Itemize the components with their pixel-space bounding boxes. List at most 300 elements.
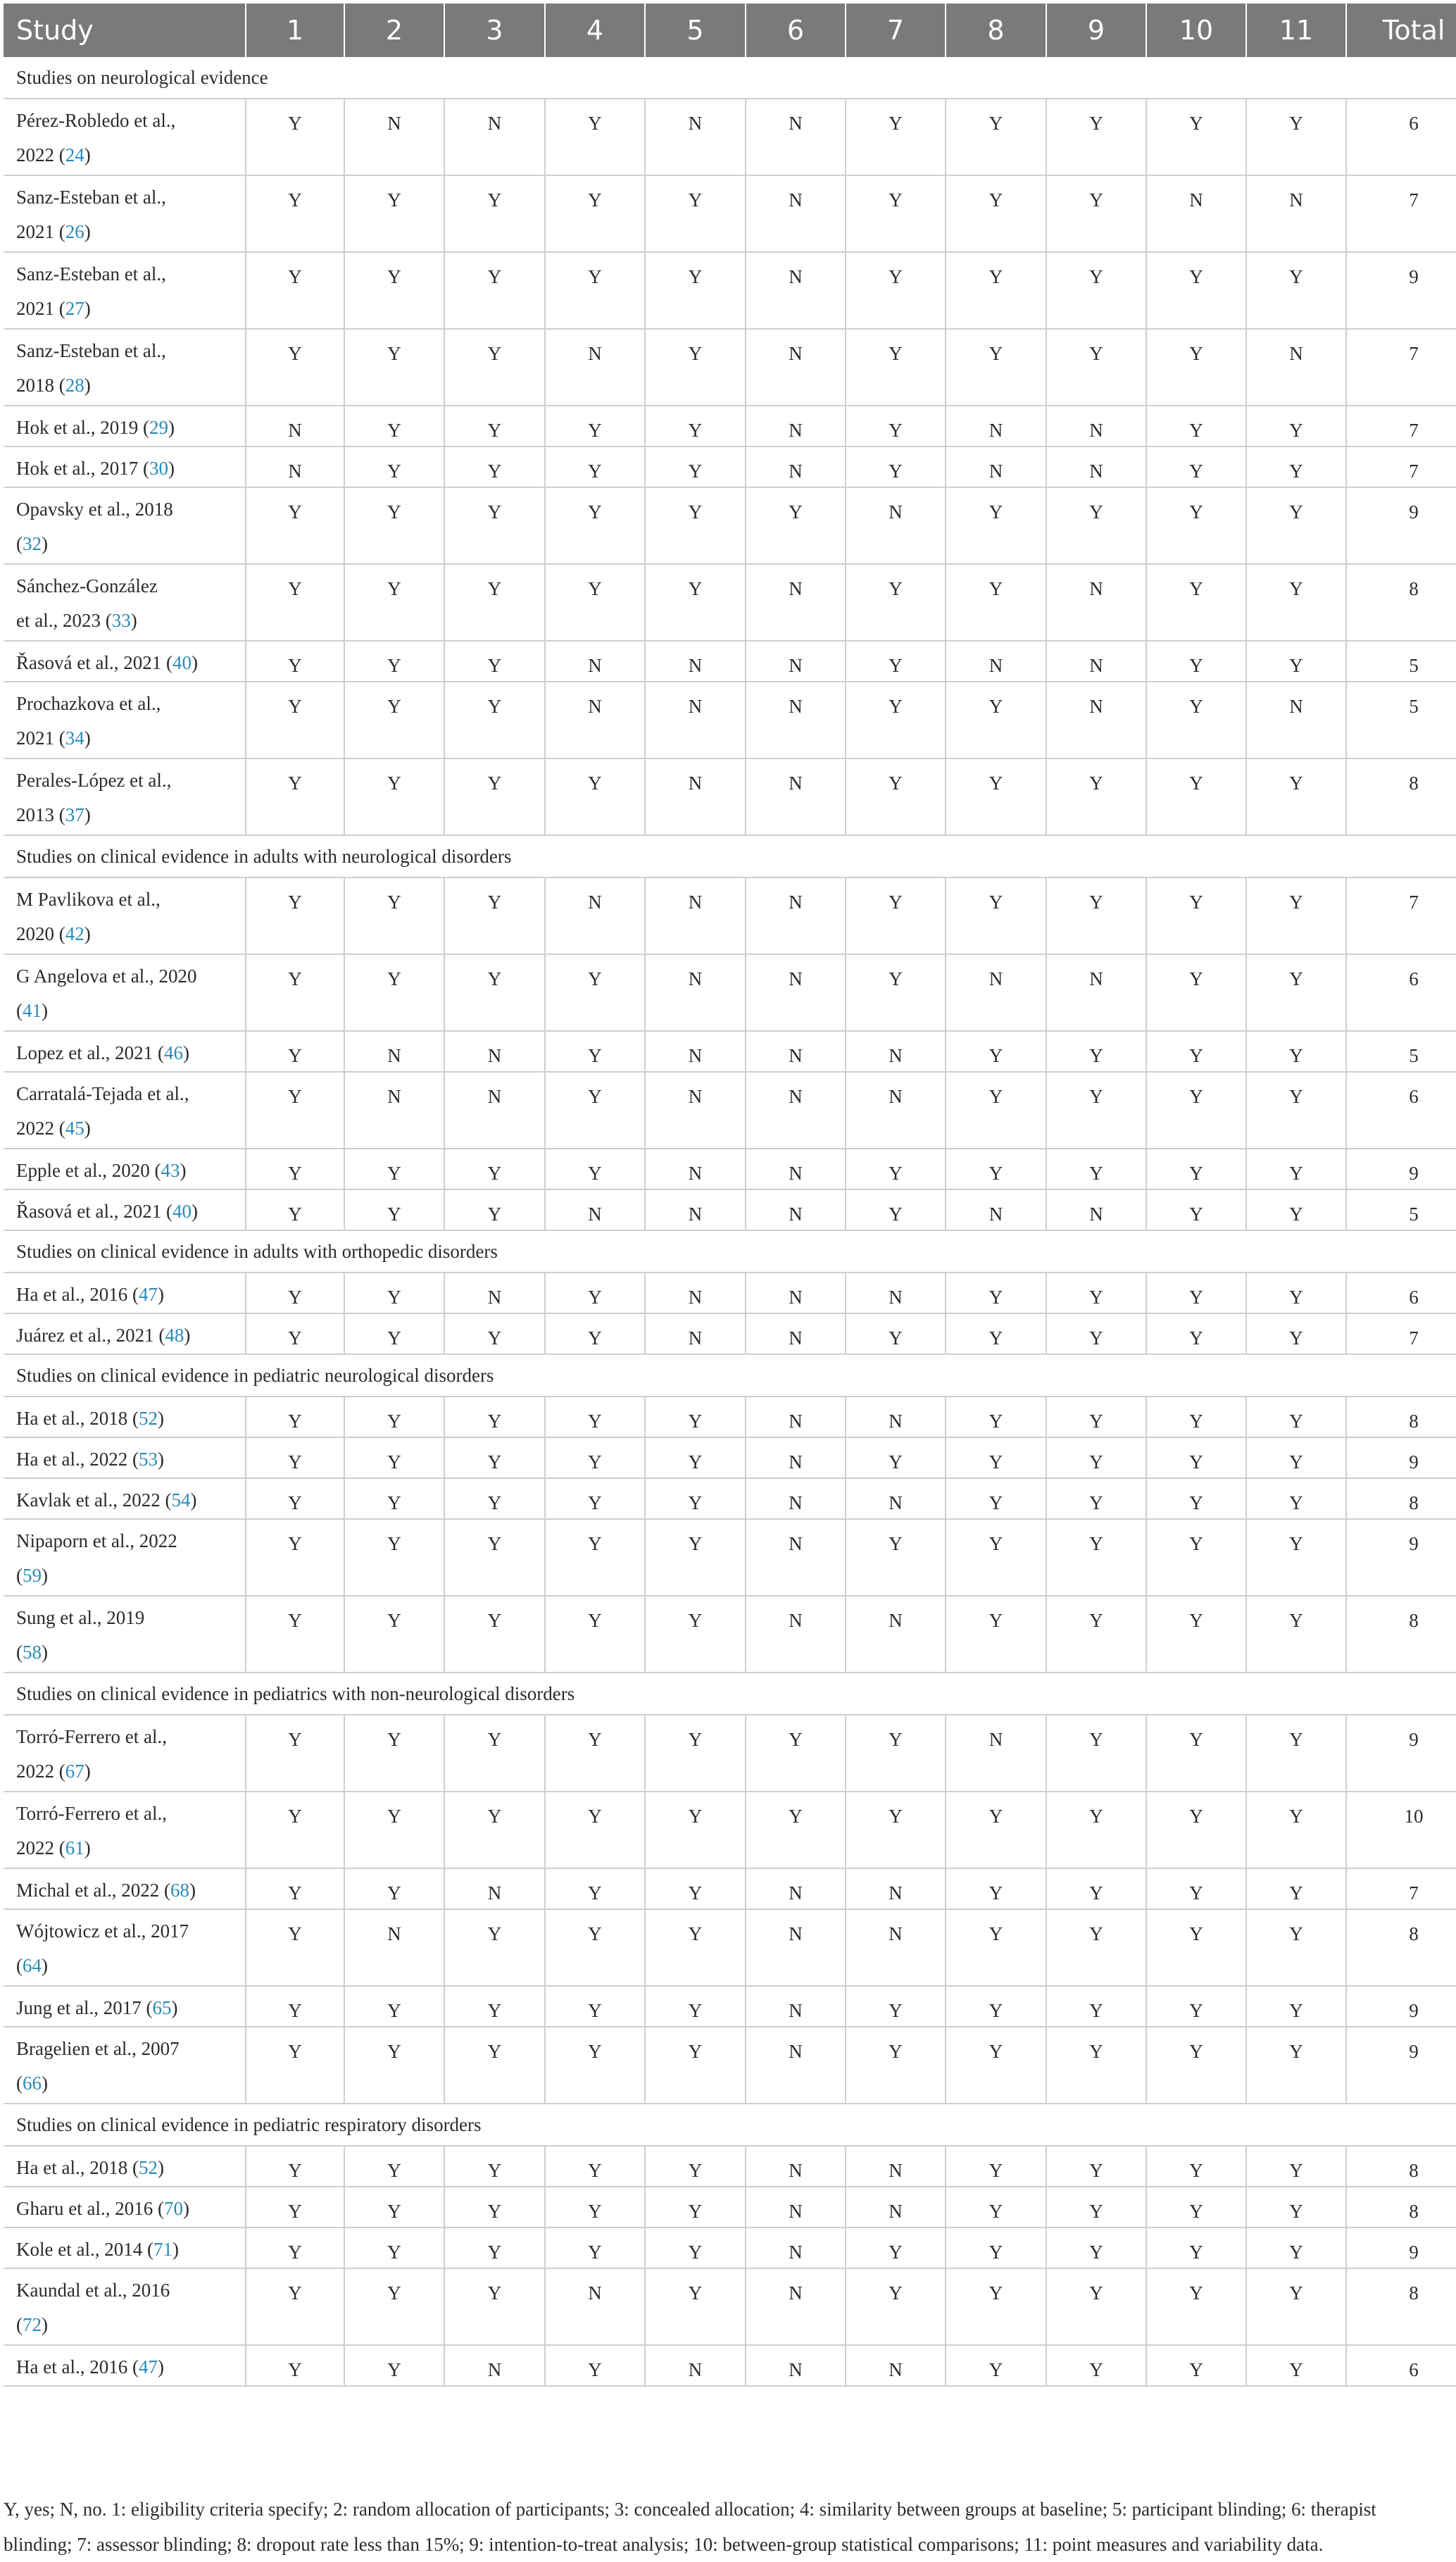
ref-paren-open: ( (157, 1042, 164, 1063)
criterion-cell-2: Y (344, 1596, 444, 1673)
criterion-cell-4: Y (545, 1909, 645, 1986)
header-col-11: 11 (1246, 4, 1346, 57)
criterion-cell-5: Y (645, 1396, 746, 1437)
section-row (4, 1354, 1456, 1396)
study-name-line: Ha et al., 2016 (16, 2356, 132, 2377)
criterion-cell-2: Y (344, 758, 444, 835)
criterion-cell-4: Y (545, 1868, 645, 1909)
criterion-cell-3: Y (444, 641, 545, 682)
criterion-cell-5: Y (645, 2268, 746, 2345)
criterion-cell-10: Y (1146, 682, 1246, 758)
criterion-cell-7: Y (846, 2227, 946, 2268)
criterion-cell-2: Y (344, 564, 444, 641)
criterion-cell-3: Y (444, 564, 545, 641)
ref-paren-close: ) (182, 1042, 189, 1063)
ref-paren-close: ) (42, 1000, 48, 1021)
criterion-cell-1: Y (246, 2146, 344, 2187)
criterion-cell-11: Y (1246, 1396, 1346, 1437)
criterion-cell-1: Y (246, 2345, 344, 2386)
reference-link[interactable]: 32 (23, 533, 42, 554)
table-row (4, 641, 1456, 682)
study-cell (4, 954, 246, 1031)
criterion-cell-4: Y (545, 1396, 645, 1437)
criterion-cell-2: Y (344, 1478, 444, 1519)
criterion-cell-5: N (645, 1189, 746, 1230)
ref-paren-open: ( (157, 2198, 164, 2219)
ref-paren-open: ( (58, 375, 65, 396)
table-row (4, 1031, 1456, 1072)
reference-link[interactable]: 47 (138, 2356, 158, 2377)
ref-paren-close: ) (157, 1284, 164, 1305)
study-cell (4, 2268, 246, 2345)
criterion-cell-3: N (444, 1868, 545, 1909)
criterion-cell-8: Y (946, 1072, 1046, 1149)
reference-link[interactable]: 41 (23, 1000, 42, 1021)
study-cell (4, 2345, 246, 2386)
criterion-cell-9: Y (1046, 2027, 1146, 2104)
table-row (4, 252, 1456, 329)
study-name-line: Kaundal et al., 2016 (16, 2280, 170, 2301)
criterion-cell-10: Y (1146, 1478, 1246, 1519)
reference-link[interactable]: 42 (65, 923, 84, 944)
total-cell: 7 (1346, 329, 1456, 406)
criterion-cell-2: Y (344, 406, 444, 446)
criterion-cell-9: Y (1046, 1792, 1146, 1868)
criterion-cell-11: Y (1246, 2187, 1346, 2227)
table-row (4, 1396, 1456, 1437)
ref-paren-open: ( (146, 1997, 153, 2018)
criterion-cell-4: Y (545, 1715, 645, 1792)
criterion-cell-8: N (946, 1715, 1046, 1792)
criterion-cell-11: Y (1246, 1072, 1346, 1149)
criterion-cell-10: Y (1146, 877, 1246, 954)
ref-paren-close: ) (84, 1837, 91, 1858)
reference-link[interactable]: 67 (65, 1761, 84, 1782)
study-name-line: Řasová et al., 2021 (16, 652, 166, 673)
ref-paren-close: ) (191, 1201, 198, 1222)
criterion-cell-11: Y (1246, 1149, 1346, 1189)
reference-link[interactable]: 34 (65, 727, 84, 749)
criterion-cell-7: Y (846, 2268, 946, 2345)
study-cell (4, 564, 246, 641)
study-cell (4, 1715, 246, 1792)
criterion-cell-3: Y (444, 1986, 545, 2027)
total-cell: 6 (1346, 99, 1456, 175)
ref-paren-open: ( (16, 1000, 23, 1021)
reference-link[interactable]: 53 (138, 1449, 158, 1470)
criterion-cell-4: Y (545, 2227, 645, 2268)
reference-link[interactable]: 40 (172, 652, 192, 673)
total-cell: 9 (1346, 2227, 1456, 2268)
criterion-cell-7: Y (846, 329, 946, 406)
reference-link[interactable]: 47 (138, 1284, 158, 1305)
criterion-cell-1: Y (246, 487, 344, 564)
criterion-cell-9: N (1046, 446, 1146, 487)
total-cell: 7 (1346, 1868, 1456, 1909)
ref-paren-open: ( (58, 1118, 65, 1139)
reference-link[interactable]: 58 (23, 1642, 42, 1663)
study-cell (4, 1986, 246, 2027)
criterion-cell-4: Y (545, 406, 645, 446)
criterion-cell-2: Y (344, 2345, 444, 2386)
criterion-cell-10: Y (1146, 564, 1246, 641)
criterion-cell-8: Y (946, 99, 1046, 175)
study-name-line: M Pavlikova et al., (16, 889, 161, 910)
ref-paren-open: ( (58, 221, 65, 242)
header-col-7: 7 (846, 4, 946, 57)
study-cell (4, 1313, 246, 1354)
ref-paren-close: ) (84, 804, 91, 825)
criterion-cell-9: Y (1046, 1596, 1146, 1673)
criterion-cell-3: Y (444, 1478, 545, 1519)
reference-link[interactable]: 26 (65, 221, 84, 242)
criterion-cell-8: Y (946, 1149, 1046, 1189)
criterion-cell-7: Y (846, 1715, 946, 1792)
ref-paren-close: ) (157, 2356, 164, 2377)
study-cell (4, 2187, 246, 2227)
ref-paren-close: ) (168, 417, 175, 438)
criterion-cell-8: Y (946, 2027, 1046, 2104)
criterion-cell-3: Y (444, 446, 545, 487)
section-row (4, 835, 1456, 877)
table-row (4, 1596, 1456, 1673)
reference-link[interactable]: 40 (172, 1201, 192, 1222)
criterion-cell-5: N (645, 682, 746, 758)
criterion-cell-8: Y (946, 175, 1046, 252)
criterion-cell-6: N (746, 329, 846, 406)
ref-paren-close: ) (191, 652, 198, 673)
criterion-cell-10: Y (1146, 1986, 1246, 2027)
total-cell: 7 (1346, 446, 1456, 487)
criterion-cell-10: Y (1146, 329, 1246, 406)
criterion-cell-9: Y (1046, 1715, 1146, 1792)
study-cell (4, 99, 246, 175)
table-row (4, 1478, 1456, 1519)
reference-link[interactable]: 37 (65, 804, 84, 825)
criterion-cell-5: Y (645, 1715, 746, 1792)
study-cell (4, 487, 246, 564)
total-cell: 5 (1346, 1031, 1456, 1072)
ref-paren-open: ( (142, 458, 149, 479)
study-cell (4, 682, 246, 758)
reference-link[interactable]: 66 (23, 2073, 42, 2094)
reference-link[interactable]: 70 (163, 2198, 183, 2219)
criterion-cell-2: Y (344, 329, 444, 406)
criterion-cell-1: Y (246, 2187, 344, 2227)
criterion-cell-9: Y (1046, 329, 1146, 406)
section-row (4, 1673, 1456, 1715)
study-cell (4, 2146, 246, 2187)
criterion-cell-4: Y (545, 1478, 645, 1519)
study-name-line: 2022 (16, 1118, 59, 1139)
criterion-cell-7: Y (846, 954, 946, 1031)
criterion-cell-7: Y (846, 1519, 946, 1596)
study-name-line: Jung et al., 2017 (16, 1997, 146, 2018)
header-row (4, 4, 1456, 57)
criterion-cell-10: Y (1146, 1072, 1246, 1149)
criterion-cell-5: N (645, 877, 746, 954)
criterion-cell-1: Y (246, 1519, 344, 1596)
criterion-cell-5: Y (645, 1478, 746, 1519)
criterion-cell-1: Y (246, 1478, 344, 1519)
criterion-cell-2: Y (344, 252, 444, 329)
criterion-cell-4: Y (545, 564, 645, 641)
total-cell: 9 (1346, 1437, 1456, 1478)
criterion-cell-2: N (344, 99, 444, 175)
criterion-cell-6: N (746, 2146, 846, 2187)
header-col-4: 4 (545, 4, 645, 57)
criterion-cell-6: N (746, 1596, 846, 1673)
criterion-cell-4: N (545, 682, 645, 758)
reference-link[interactable]: 65 (152, 1997, 172, 2018)
study-name-line: Ha et al., 2016 (16, 1284, 132, 1305)
study-name-line: 2021 (16, 221, 59, 242)
study-cell (4, 1031, 246, 1072)
criterion-cell-10: Y (1146, 487, 1246, 564)
criterion-cell-4: Y (545, 1437, 645, 1478)
criterion-cell-2: Y (344, 446, 444, 487)
reference-link[interactable]: 52 (138, 1408, 158, 1429)
ref-paren-close: ) (42, 1955, 48, 1976)
study-name-line: Wójtowicz et al., 2017 (16, 1920, 189, 1942)
total-cell: 8 (1346, 1596, 1456, 1673)
criterion-cell-11: Y (1246, 1792, 1346, 1868)
reference-link[interactable]: 30 (149, 458, 168, 479)
criterion-cell-6: N (746, 1868, 846, 1909)
criterion-cell-11: Y (1246, 2146, 1346, 2187)
criterion-cell-1: Y (246, 682, 344, 758)
criterion-cell-9: Y (1046, 1986, 1146, 2027)
reference-link[interactable]: 52 (138, 2157, 158, 2178)
reference-link[interactable]: 43 (161, 1160, 180, 1181)
reference-link[interactable]: 71 (153, 2239, 172, 2260)
reference-link[interactable]: 54 (171, 1489, 191, 1511)
study-name-line: Torró-Ferrero et al., (16, 1726, 168, 1747)
criterion-cell-1: Y (246, 99, 344, 175)
total-cell: 8 (1346, 758, 1456, 835)
criterion-cell-1: Y (246, 1715, 344, 1792)
criterion-cell-8: Y (946, 1396, 1046, 1437)
criterion-cell-6: N (746, 564, 846, 641)
ref-paren-open: ( (132, 1408, 139, 1429)
ref-paren-open: ( (158, 1325, 165, 1346)
table-row (4, 446, 1456, 487)
criterion-cell-7: Y (846, 252, 946, 329)
reference-link[interactable]: 33 (111, 610, 131, 631)
criterion-cell-3: Y (444, 1149, 545, 1189)
total-cell: 9 (1346, 2027, 1456, 2104)
criterion-cell-1: Y (246, 2027, 344, 2104)
total-cell: 8 (1346, 1478, 1456, 1519)
study-name-line: Sanz-Esteban et al., (16, 187, 166, 208)
criterion-cell-4: Y (545, 2345, 645, 2386)
criterion-cell-3: Y (444, 329, 545, 406)
table-row (4, 1868, 1456, 1909)
study-cell (4, 1273, 246, 1313)
ref-paren-open: ( (132, 1284, 139, 1305)
criterion-cell-10: Y (1146, 1596, 1246, 1673)
criterion-cell-3: N (444, 2345, 545, 2386)
reference-link[interactable]: 45 (65, 1118, 84, 1139)
study-name-line: 2021 (16, 298, 59, 319)
criterion-cell-4: Y (545, 1792, 645, 1868)
criterion-cell-7: N (846, 1909, 946, 1986)
criterion-cell-11: Y (1246, 954, 1346, 1031)
criterion-cell-1: Y (246, 564, 344, 641)
table-row (4, 2146, 1456, 2187)
criterion-cell-4: Y (545, 1519, 645, 1596)
criterion-cell-8: Y (946, 2345, 1046, 2386)
study-name-line: Nipaporn et al., 2022 (16, 1530, 177, 1551)
criterion-cell-11: Y (1246, 1986, 1346, 2027)
criterion-cell-3: Y (444, 2268, 545, 2345)
reference-link[interactable]: 72 (23, 2314, 42, 2335)
criterion-cell-1: Y (246, 175, 344, 252)
criterion-cell-3: Y (444, 1792, 545, 1868)
study-name-line: Hok et al., 2017 (16, 458, 143, 479)
criterion-cell-10: Y (1146, 1792, 1246, 1868)
study-name-line: Michal et al., 2022 (16, 1880, 164, 1901)
criterion-cell-7: Y (846, 406, 946, 446)
criterion-cell-3: Y (444, 1189, 545, 1230)
criterion-cell-1: Y (246, 1909, 344, 1986)
study-cell (4, 1909, 246, 1986)
study-cell (4, 2027, 246, 2104)
reference-link[interactable]: 61 (65, 1837, 84, 1858)
reference-link[interactable]: 29 (149, 417, 168, 438)
criterion-cell-11: Y (1246, 758, 1346, 835)
criterion-cell-2: Y (344, 2268, 444, 2345)
study-name-line: Ha et al., 2018 (16, 2157, 132, 2178)
criterion-cell-7: Y (846, 1313, 946, 1354)
reference-link[interactable]: 24 (65, 144, 84, 165)
criterion-cell-2: Y (344, 1313, 444, 1354)
criterion-cell-2: Y (344, 877, 444, 954)
study-name-line: Gharu et al., 2016 (16, 2198, 158, 2219)
criterion-cell-8: Y (946, 1986, 1046, 2027)
reference-link[interactable]: 59 (23, 1565, 42, 1586)
criterion-cell-4: N (545, 329, 645, 406)
total-cell: 8 (1346, 1396, 1456, 1437)
criterion-cell-5: Y (645, 252, 746, 329)
criterion-cell-8: N (946, 406, 1046, 446)
criterion-cell-10: Y (1146, 406, 1246, 446)
criterion-cell-4: Y (545, 2187, 645, 2227)
criterion-cell-6: N (746, 1031, 846, 1072)
table-row (4, 487, 1456, 564)
ref-paren-open: ( (165, 1489, 172, 1511)
study-name-line: Pérez-Robledo et al., (16, 110, 176, 131)
ref-paren-open: ( (16, 1565, 23, 1586)
reference-link[interactable]: 28 (65, 375, 84, 396)
criterion-cell-2: Y (344, 682, 444, 758)
criterion-cell-11: Y (1246, 406, 1346, 446)
study-name-line: 2022 (16, 144, 59, 165)
criterion-cell-5: N (645, 758, 746, 835)
criterion-cell-11: Y (1246, 446, 1346, 487)
criterion-cell-10: Y (1146, 1437, 1246, 1478)
criterion-cell-7: N (846, 1031, 946, 1072)
study-name-line: Řasová et al., 2021 (16, 1201, 166, 1222)
reference-link[interactable]: 46 (163, 1042, 183, 1063)
criterion-cell-7: Y (846, 1189, 946, 1230)
criterion-cell-9: N (1046, 1189, 1146, 1230)
criterion-cell-1: Y (246, 1189, 344, 1230)
ref-paren-close: ) (42, 2073, 48, 2094)
reference-link[interactable]: 27 (65, 298, 84, 319)
section-row (4, 57, 1456, 99)
reference-link[interactable]: 64 (23, 1955, 42, 1976)
criterion-cell-7: N (846, 1868, 946, 1909)
ref-paren-close: ) (84, 1118, 91, 1139)
criterion-cell-7: Y (846, 682, 946, 758)
study-name-line: Kavlak et al., 2022 (16, 1489, 165, 1511)
criterion-cell-1: Y (246, 2227, 344, 2268)
criterion-cell-9: Y (1046, 2268, 1146, 2345)
reference-link[interactable]: 68 (170, 1880, 189, 1901)
study-name-line: Juárez et al., 2021 (16, 1325, 159, 1346)
criterion-cell-3: Y (444, 487, 545, 564)
ref-paren-close: ) (168, 458, 175, 479)
criterion-cell-8: Y (946, 1596, 1046, 1673)
criterion-cell-9: N (1046, 406, 1146, 446)
criterion-cell-10: Y (1146, 2187, 1246, 2227)
criterion-cell-7: N (846, 2146, 946, 2187)
study-cell (4, 1519, 246, 1596)
study-name-line: Sanz-Esteban et al., (16, 340, 166, 361)
ref-paren-close: ) (190, 1489, 197, 1511)
criterion-cell-4: Y (545, 487, 645, 564)
table-row (4, 1149, 1456, 1189)
criterion-cell-9: Y (1046, 877, 1146, 954)
criterion-cell-5: Y (645, 329, 746, 406)
table-row (4, 2345, 1456, 2386)
ref-paren-close: ) (157, 1449, 164, 1470)
criterion-cell-10: Y (1146, 1031, 1246, 1072)
criterion-cell-3: Y (444, 252, 545, 329)
ref-paren-open: ( (132, 2356, 139, 2377)
criterion-cell-1: N (246, 406, 344, 446)
ref-paren-open: ( (58, 804, 65, 825)
study-name-line: Ha et al., 2018 (16, 1408, 132, 1429)
criterion-cell-4: Y (545, 954, 645, 1031)
criterion-cell-1: Y (246, 758, 344, 835)
section-row (4, 1230, 1456, 1273)
header-col-6: 6 (746, 4, 846, 57)
table-row (4, 1313, 1456, 1354)
study-name-line: Lopez et al., 2021 (16, 1042, 158, 1063)
total-cell: 6 (1346, 1273, 1456, 1313)
reference-link[interactable]: 48 (165, 1325, 184, 1346)
study-name-line: Perales-López et al., (16, 770, 172, 791)
header-total: Total (1346, 4, 1456, 57)
criterion-cell-7: N (846, 1396, 946, 1437)
study-name-line: Opavsky et al., 2018 (16, 499, 173, 520)
ref-paren-close: ) (189, 1880, 196, 1901)
criterion-cell-4: Y (545, 758, 645, 835)
criterion-cell-1: Y (246, 1792, 344, 1868)
criterion-cell-11: Y (1246, 1909, 1346, 1986)
ref-paren-close: ) (157, 2157, 164, 2178)
criterion-cell-11: Y (1246, 1519, 1346, 1596)
ref-paren-open: ( (165, 652, 172, 673)
criterion-cell-10: Y (1146, 641, 1246, 682)
criterion-cell-4: Y (545, 99, 645, 175)
criterion-cell-3: Y (444, 954, 545, 1031)
criterion-cell-8: Y (946, 1313, 1046, 1354)
study-name-line: Sánchez-González (16, 575, 158, 596)
criterion-cell-7: Y (846, 877, 946, 954)
